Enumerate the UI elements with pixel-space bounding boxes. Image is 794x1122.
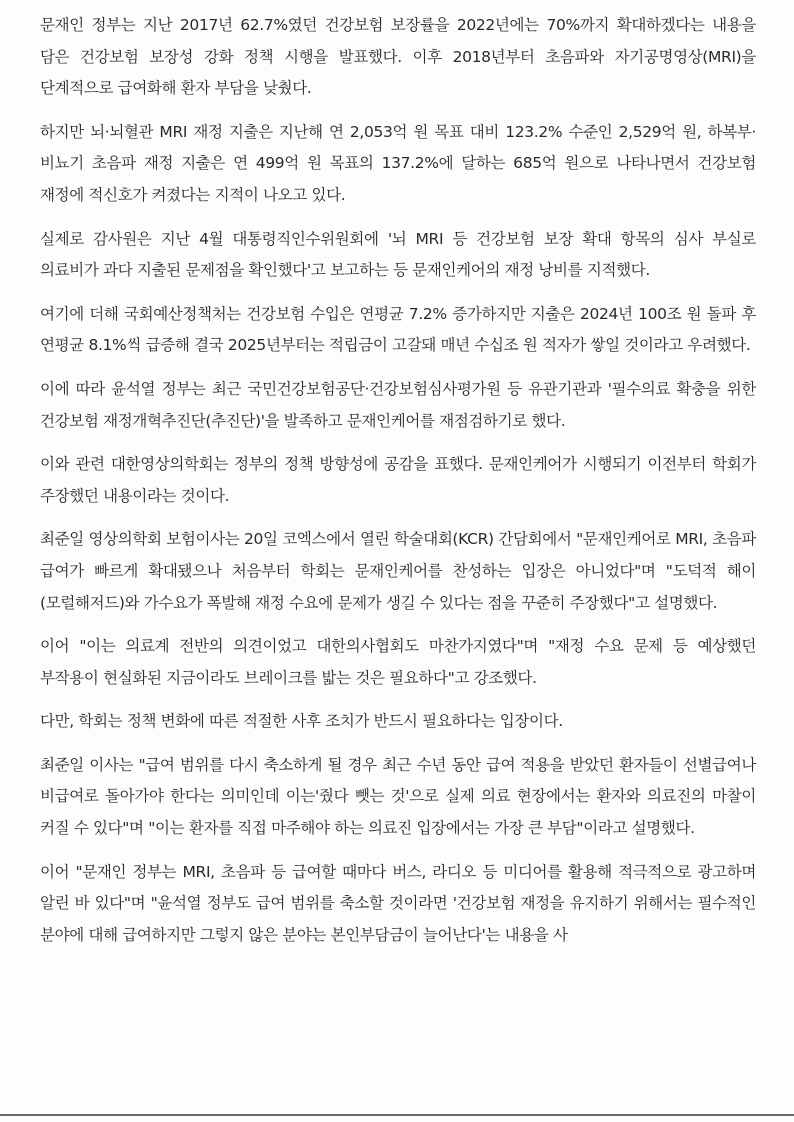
paragraph-2: 하지만 뇌·뇌혈관 MRI 재정 지출은 지난해 연 2,053억 원 목표 대비 123.2% 수준인 2,529억 원, 하복부·비뇨기 초음파 재정 지출은 연 499억 원 목표의 137.2%에 달하는 685억 원으로 나타나면서 건강보험 재정에 적신호가 켜졌다는 지적이 나오고 있다. — [40, 122, 756, 204]
page-bottom-divider — [0, 1114, 794, 1116]
paragraph-4: 여기에 더해 국회예산정책처는 건강보험 수입은 연평균 7.2% 증가하지만 지출은 2024년 100조 원 돌파 후 연평균 8.1%씩 급증해 결국 2025년부터는 적립금이 고갈돼 매년 수십조 원 적자가 쌓일 것이라고 우려했다. — [40, 304, 756, 355]
paragraph-9: 다만, 학회는 정책 변화에 따른 적절한 사후 조치가 반드시 필요하다는 입장이다. — [40, 712, 563, 731]
paragraph-6: 이와 관련 대한영상의학회는 정부의 정책 방향성에 공감을 표했다. 문재인케어가 시행되기 이전부터 학회가 주장했던 내용이라는 것이다. — [40, 455, 756, 505]
paragraph-3: 실제로 감사원은 지난 4월 대통령직인수위원회에 '뇌 MRI 등 건강보험 보장 확대 항목의 심사 부실로 의료비가 과다 지출된 문제점을 확인했다'고 보고하는 등 문재인케어의 재정 낭비를 지적했다. — [40, 229, 756, 280]
paragraph-8: 이어 "이는 의료계 전반의 의견이었고 대한의사협회도 마찬가지였다"며 "재정 수요 문제 등 예상했던 부작용이 현실화된 지금이라도 브레이크를 밟는 것은 필요하다"고 강조했다. — [40, 637, 756, 687]
paragraph-5: 이에 따라 윤석열 정부는 최근 국민건강보험공단·건강보험심사평가원 등 유관기관과 '필수의료 확충을 위한 건강보험 재정개혁추진단(추진단)'을 발족하고 문재인케어를 재점검하기로 했다. — [40, 379, 756, 430]
paragraph-1: 문재인 정부는 지난 2017년 62.7%였던 건강보험 보장률을 2022년에는 70%까지 확대하겠다는 내용을 담은 건강보험 보장성 강화 정책 시행을 발표했다. 이후 2018년부터 초음파와 자기공명영상(MRI)을 단계적으로 급여화해 환자 부담을 낮췄다. — [40, 16, 756, 98]
paragraph-10: 최준일 이사는 "급여 범위를 다시 축소하게 될 경우 최근 수년 동안 급여 적용을 받았던 환자들이 선별급여나 비급여로 돌아가야 한다는 의미인데 이는'줬다 뺏는 것'으로 실제 의료 현장에서는 환자와 의료진의 마찰이 커질 수 있다"며 "이는 환자를 직접 마주해야 하는 의료진 입장에서는 가장 큰 부담"이라고 설명했다. — [40, 755, 756, 838]
paragraph-11: 이어 "문재인 정부는 MRI, 초음파 등 급여할 때마다 버스, 라디오 등 미디어를 활용해 적극적으로 광고하며 알린 바 있다"며 "윤석열 정부도 급여 범위를 축소할 것이라면 '건강보험 재정을 유지하기 위해서는 필수적인 분야에 대해 급여하지만 그렇지 않은 분야는 본인부담금이 늘어난다'는 내용을 사 — [40, 862, 756, 944]
article-body — [40, 10, 756, 963]
paragraph-7: 최준일 영상의학회 보험이사는 20일 코엑스에서 열린 학술대회(KCR) 간담회에서 "문재인케어로 MRI, 초음파 급여가 빠르게 확대됐으나 처음부터 학회는 문재인케어를 찬성하는 입장은 아니었다"며 "도덕적 해이(모럴해저드)와 가수요가 폭발해 재정 수요에 문제가 생길 수 있다는 점을 꾸준히 주장했다"고 설명했다. — [40, 530, 756, 612]
